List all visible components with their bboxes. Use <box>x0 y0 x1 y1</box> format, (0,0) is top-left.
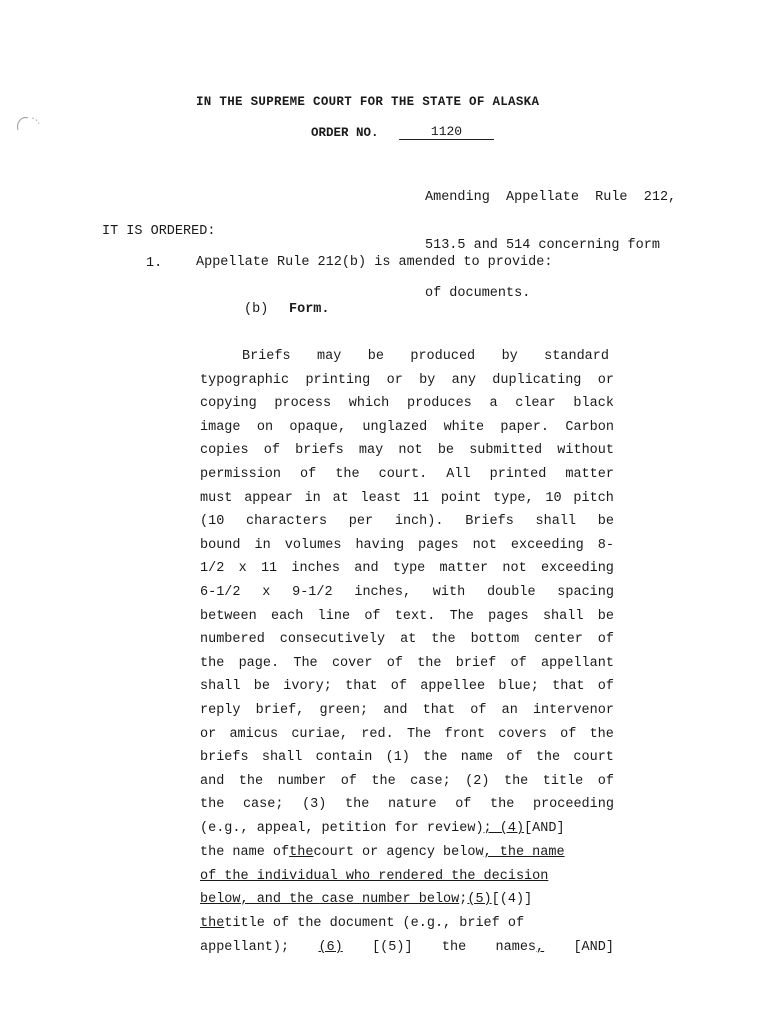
order-caption <box>425 158 715 334</box>
word: consecutively <box>279 632 386 647</box>
word: and <box>383 703 408 718</box>
word: be <box>367 349 384 364</box>
word: by <box>419 373 436 388</box>
text-run: ; <box>459 892 468 907</box>
paragraph-line <box>200 821 614 837</box>
word: of <box>597 679 614 694</box>
word: or <box>597 373 614 388</box>
word: court <box>573 750 614 765</box>
word: (1) <box>385 750 410 765</box>
word: case; <box>242 797 284 812</box>
word: contain <box>315 750 373 765</box>
word: exceeding <box>541 561 614 576</box>
word: produced <box>410 349 476 364</box>
text-run: appellant); <box>200 940 290 955</box>
paragraph-line <box>200 561 614 577</box>
subsection-label: (b) <box>244 302 269 317</box>
word: 6-1/2 <box>200 585 241 600</box>
word: blue; <box>498 679 539 694</box>
word: proceeding <box>532 797 614 812</box>
subsection-title: Form. <box>289 302 330 317</box>
paragraph-line <box>200 443 614 459</box>
text-run: (e.g., appeal, petition for review) <box>200 821 484 836</box>
inserted-text: ; (4) <box>483 821 525 836</box>
paragraph-line <box>242 349 609 365</box>
word: process <box>274 396 332 411</box>
word: image <box>200 420 241 435</box>
word: the <box>490 797 515 812</box>
word: 11 <box>260 561 278 576</box>
word: pitch <box>573 491 614 506</box>
word: bottom <box>470 632 520 647</box>
word: and <box>354 561 379 576</box>
word: numbered <box>200 632 265 647</box>
word: of <box>506 750 523 765</box>
inserted-text: the <box>200 916 225 931</box>
paragraph-line <box>200 467 614 483</box>
word: at <box>332 491 349 506</box>
word: be <box>597 514 614 529</box>
text-run: the name of <box>200 845 290 860</box>
inserted-text: of the individual who rendered the decision <box>200 869 549 884</box>
paragraph-line <box>200 703 614 719</box>
text-run: [AND] <box>573 940 614 955</box>
order-number: 1120 <box>399 125 494 140</box>
inserted-text: , <box>536 940 545 955</box>
word: of <box>455 797 472 812</box>
paragraph-line <box>200 373 614 389</box>
word: volumes <box>284 538 342 553</box>
order-label: ORDER NO. <box>311 126 379 140</box>
word: the <box>238 774 264 789</box>
word: 9-1/2 <box>292 585 333 600</box>
word: name <box>460 750 494 765</box>
word: shall <box>261 750 303 765</box>
paragraph-line <box>200 396 614 412</box>
word: red. <box>361 727 394 742</box>
word: spacing <box>557 585 614 600</box>
paragraph-line <box>200 585 614 601</box>
text-run: title of the document (e.g., brief of <box>224 916 525 931</box>
word: type, <box>493 491 534 506</box>
word: the <box>335 467 360 482</box>
word: center <box>534 632 583 647</box>
caption-line: Amending Appellate Rule 212, <box>425 190 677 205</box>
word: green; <box>319 703 369 718</box>
word: x <box>238 561 247 576</box>
word: the <box>345 797 370 812</box>
word: 1/2 <box>200 561 225 576</box>
word: nature <box>387 797 437 812</box>
text-run: [(4)] <box>491 892 533 907</box>
word: at <box>400 632 417 647</box>
word: inches <box>291 561 341 576</box>
word: of <box>390 679 407 694</box>
word: not <box>398 443 423 458</box>
text-run: [AND] <box>524 821 565 836</box>
word: line <box>317 609 351 624</box>
word: cover <box>331 656 373 671</box>
word: number <box>277 774 327 789</box>
word: may <box>317 349 342 364</box>
word: having <box>355 538 405 553</box>
word: the <box>535 750 561 765</box>
word: the <box>589 727 614 742</box>
word: 11 <box>412 491 430 506</box>
paragraph-line <box>200 420 614 436</box>
paragraph-line <box>200 869 614 885</box>
word: the <box>423 750 448 765</box>
word: opaque, <box>289 420 347 435</box>
word: pages <box>418 538 459 553</box>
word: intervenor <box>532 703 614 718</box>
word: of <box>364 609 381 624</box>
word: the <box>200 797 225 812</box>
word: point <box>440 491 482 506</box>
word: the <box>371 774 396 789</box>
word: appellant <box>541 656 614 671</box>
word: the <box>417 656 442 671</box>
paragraph-line <box>200 514 614 530</box>
word: of <box>597 632 614 647</box>
word: shall <box>535 514 577 529</box>
word: case; <box>410 774 451 789</box>
word: each <box>270 609 304 624</box>
text-run: [(5)] <box>372 940 413 955</box>
word: be <box>253 679 270 694</box>
word: of <box>597 774 614 789</box>
word: standard <box>544 349 609 364</box>
word: title <box>542 774 584 789</box>
word: pages <box>488 609 529 624</box>
word: The <box>293 656 318 671</box>
word: The <box>449 609 474 624</box>
word: briefs <box>200 750 249 765</box>
paragraph-line <box>200 679 614 695</box>
word: in <box>304 491 321 506</box>
word: exceeding <box>510 538 584 553</box>
word: printed <box>489 467 547 482</box>
word: an <box>501 703 518 718</box>
word: be <box>437 443 455 458</box>
word: not <box>502 561 527 576</box>
word: copies <box>200 443 249 458</box>
word: of <box>470 703 487 718</box>
caption-line: of documents. <box>425 286 531 301</box>
word: by <box>501 349 518 364</box>
word: the <box>431 632 456 647</box>
word: The <box>406 727 432 742</box>
word: characters <box>246 514 328 529</box>
word: submitted <box>469 443 543 458</box>
text-run: court or agency below <box>313 845 484 860</box>
word: Carbon <box>565 420 614 435</box>
word: printing <box>305 373 371 388</box>
word: brief <box>455 656 497 671</box>
item-number: 1. <box>146 256 163 271</box>
caption-line: 513.5 and 514 concerning form <box>425 238 660 253</box>
word: Briefs <box>465 514 514 529</box>
word: matter <box>565 467 614 482</box>
word: shall <box>542 609 584 624</box>
word: appear <box>244 491 293 506</box>
word: unglazed <box>362 420 428 435</box>
word: (10 <box>200 514 225 529</box>
word: without <box>557 443 614 458</box>
inserted-text: , the name <box>483 845 565 860</box>
word: with <box>432 585 466 600</box>
word: may <box>358 443 384 458</box>
word: curiae, <box>291 727 349 742</box>
word: per <box>348 514 374 529</box>
word: which <box>348 396 390 411</box>
word: produces <box>406 396 472 411</box>
word: the <box>200 656 225 671</box>
word: inch). <box>394 514 444 529</box>
paragraph-line <box>200 491 614 507</box>
inserted-text: (6) <box>318 940 343 955</box>
word: of <box>386 656 403 671</box>
word: copying <box>200 396 257 411</box>
word: duplicating <box>492 373 582 388</box>
court-title: IN THE SUPREME COURT FOR THE STATE OF ALASKA <box>196 95 540 109</box>
inserted-text: the <box>289 845 314 860</box>
word: of <box>340 774 357 789</box>
word: inches, <box>354 585 412 600</box>
word: of <box>560 727 577 742</box>
paragraph-line <box>200 845 614 861</box>
word: least <box>360 491 402 506</box>
paragraph-line <box>200 916 614 932</box>
text-run: the <box>441 940 467 955</box>
paragraph-line <box>200 774 614 790</box>
word: of <box>510 656 527 671</box>
word: permission <box>200 467 282 482</box>
word: page. <box>238 656 280 671</box>
word: court. <box>378 467 428 482</box>
paragraph-line <box>200 609 614 625</box>
paragraph-line <box>200 656 614 672</box>
word: text. <box>394 609 436 624</box>
word: ivory; <box>283 679 332 694</box>
word: covers <box>498 727 547 742</box>
word: that <box>422 703 456 718</box>
word: x <box>262 585 271 600</box>
word: must <box>200 491 233 506</box>
paragraph-line <box>200 750 614 766</box>
it-is-ordered: IT IS ORDERED: <box>102 224 216 239</box>
word: that <box>552 679 585 694</box>
word: and <box>200 774 225 789</box>
inserted-text: (5) <box>467 892 492 907</box>
word: brief, <box>255 703 305 718</box>
word: of <box>300 467 317 482</box>
word: All <box>446 467 471 482</box>
word: not <box>472 538 497 553</box>
word: briefs <box>295 443 344 458</box>
word: be <box>597 609 614 624</box>
word: Briefs <box>242 349 291 364</box>
word: (2) <box>465 774 490 789</box>
word: between <box>200 609 257 624</box>
word: any <box>451 373 476 388</box>
word: reply <box>200 703 241 718</box>
word: amicus <box>229 727 279 742</box>
word: or <box>386 373 403 388</box>
paragraph-line <box>200 797 614 813</box>
word: appellee <box>420 679 486 694</box>
word: 10 <box>545 491 562 506</box>
word: white <box>443 420 485 435</box>
scan-mark-icon <box>14 112 44 134</box>
word: black <box>573 396 614 411</box>
word: a <box>489 396 498 411</box>
paragraph-line <box>200 940 614 956</box>
word: bound <box>200 538 241 553</box>
word: that <box>345 679 378 694</box>
word: typographic <box>200 373 290 388</box>
word: 8- <box>597 538 614 553</box>
word: front <box>444 727 486 742</box>
inserted-text: below, and the case number below <box>200 892 460 907</box>
word: matter <box>439 561 489 576</box>
word: or <box>200 727 217 742</box>
text-run: names <box>495 940 537 955</box>
word: the <box>503 774 529 789</box>
word: paper. <box>500 420 550 435</box>
paragraph-line <box>200 727 614 743</box>
word: type <box>392 561 426 576</box>
item-text: Appellate Rule 212(b) is amended to provide: <box>196 255 553 270</box>
word: clear <box>515 396 556 411</box>
word: (3) <box>302 797 327 812</box>
paragraph-line <box>200 892 614 908</box>
word: double <box>486 585 536 600</box>
word: shall <box>200 679 241 694</box>
word: of <box>263 443 280 458</box>
paragraph-line <box>200 538 614 554</box>
word: on <box>256 420 274 435</box>
word: in <box>254 538 271 553</box>
paragraph-line <box>200 632 614 648</box>
